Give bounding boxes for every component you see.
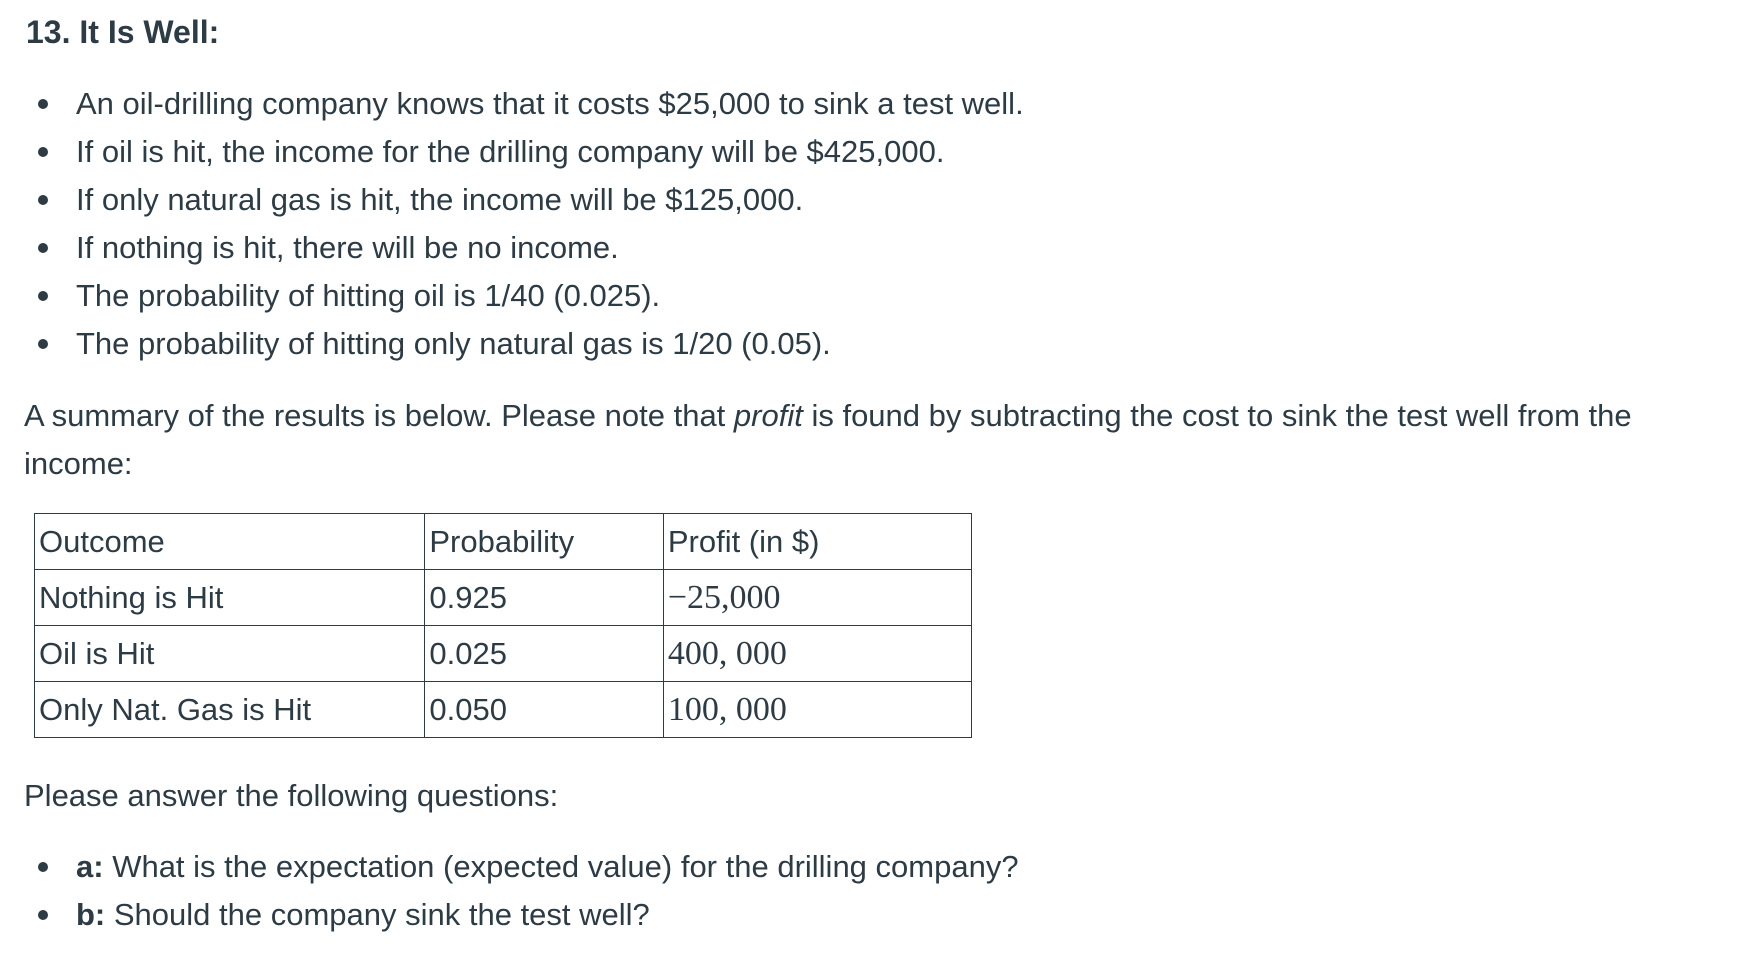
- bullet-icon: [38, 339, 48, 349]
- results-table: [34, 513, 972, 738]
- profit-cell: 400, 000: [663, 626, 971, 682]
- list-item: [26, 272, 1706, 320]
- fact-text: If nothing is hit, there will be no income.: [76, 230, 619, 265]
- table-row: [35, 570, 972, 626]
- facts-list: [26, 80, 1706, 368]
- fact-text: If only natural gas is hit, the income will be $125,000.: [76, 182, 804, 217]
- bullet-icon: [38, 195, 48, 205]
- list-item: [26, 224, 1706, 272]
- column-header-probability: Probability: [425, 514, 663, 570]
- outcome-cell: Oil is Hit: [35, 626, 425, 682]
- probability-cell: 0.025: [425, 626, 663, 682]
- column-header-profit: Profit (in $): [663, 514, 971, 570]
- summary-paragraph: [24, 392, 1724, 488]
- table-row: [35, 682, 972, 738]
- question-text: Should the company sink the test well?: [105, 897, 650, 932]
- problem-title: 13. It Is Well:: [26, 14, 220, 50]
- bullet-icon: [38, 291, 48, 301]
- list-item: [26, 128, 1706, 176]
- list-item: [26, 891, 1706, 939]
- probability-cell: 0.050: [425, 682, 663, 738]
- list-item: [26, 80, 1706, 128]
- bullet-icon: [38, 99, 48, 109]
- summary-text-before: A summary of the results is below. Please note that: [24, 398, 734, 433]
- list-item: [26, 843, 1706, 891]
- bullet-icon: [38, 910, 48, 920]
- fact-text: If oil is hit, the income for the drilling company will be $425,000.: [76, 134, 945, 169]
- outcome-cell: Nothing is Hit: [35, 570, 425, 626]
- probability-cell: 0.925: [425, 570, 663, 626]
- question-text: What is the expectation (expected value) for the drilling company?: [103, 849, 1019, 884]
- fact-text: The probability of hitting only natural gas is 1/20 (0.05).: [76, 326, 831, 361]
- table-row: [35, 626, 972, 682]
- profit-cell: −25,000: [663, 570, 971, 626]
- question-key: a:: [76, 849, 104, 884]
- summary-text-after: is found by subtracting the cost to sink the test well from the income:: [24, 398, 1632, 481]
- bullet-icon: [38, 862, 48, 872]
- bullet-icon: [38, 243, 48, 253]
- table-header-row: [35, 514, 972, 570]
- profit-cell: 100, 000: [663, 682, 971, 738]
- questions-prompt: Please answer the following questions:: [24, 778, 559, 813]
- fact-text: The probability of hitting oil is 1/40 (0.025).: [76, 278, 661, 313]
- fact-text: An oil-drilling company knows that it costs $25,000 to sink a test well.: [76, 86, 1024, 121]
- summary-emphasis: profit: [733, 398, 803, 433]
- outcome-cell: Only Nat. Gas is Hit: [35, 682, 425, 738]
- column-header-outcome: Outcome: [35, 514, 425, 570]
- list-item: [26, 176, 1706, 224]
- bullet-icon: [38, 147, 48, 157]
- questions-list: [26, 843, 1706, 939]
- list-item: [26, 320, 1706, 368]
- question-key: b:: [76, 897, 106, 932]
